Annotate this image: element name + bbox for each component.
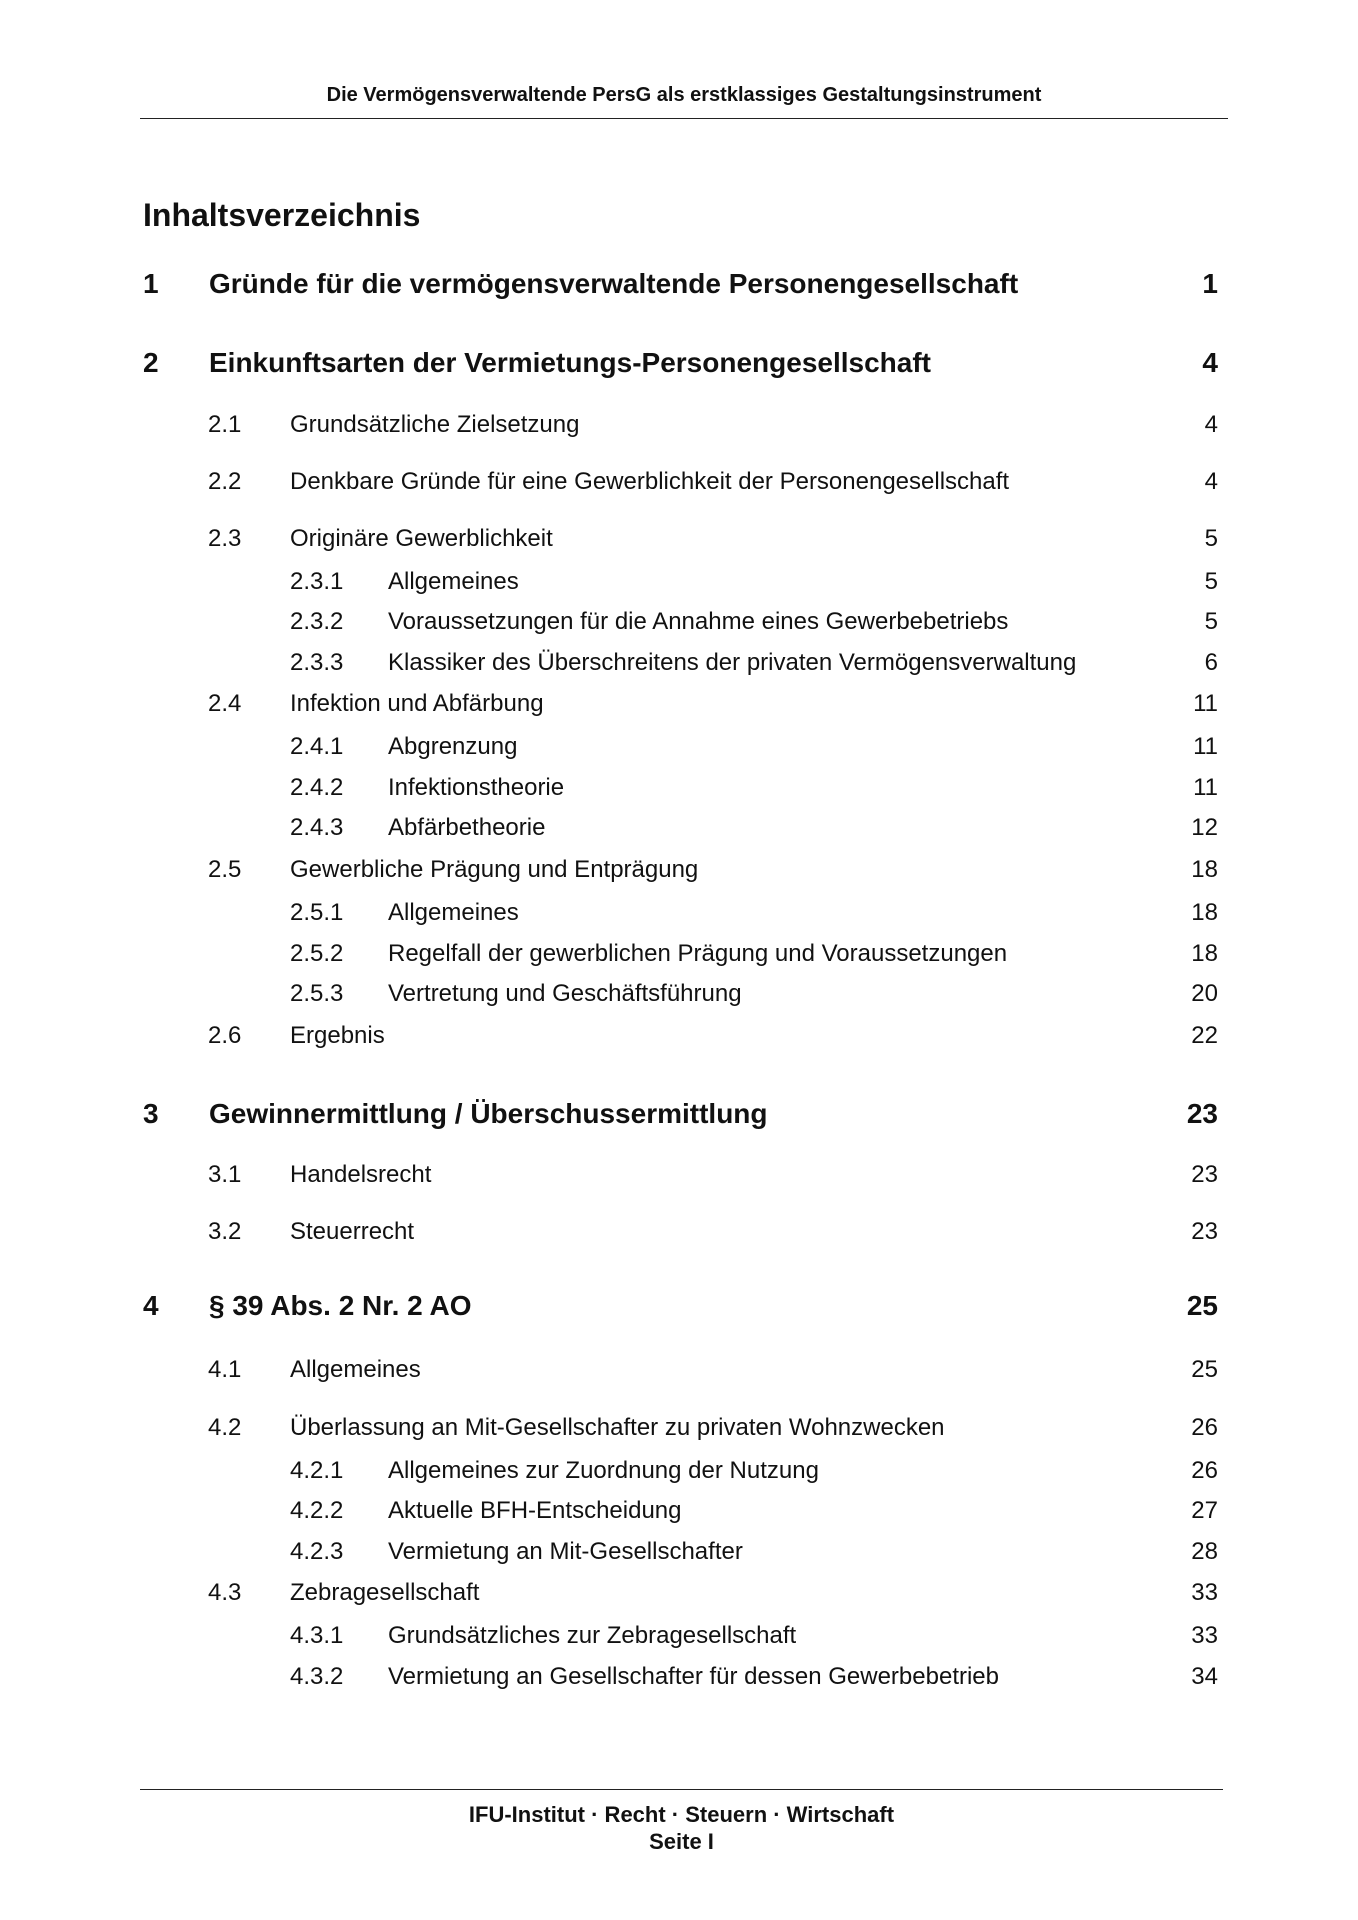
toc-entry [0,1659,1358,1695]
toc-entry-title: § 39 Abs. 2 Nr. 2 AO [209,1290,472,1321]
toc-entry-page: 34 [1191,1663,1218,1690]
toc-entry-number: 4.2.2 [290,1497,344,1524]
toc-entry-title: Vertretung und Geschäftsführung [388,980,742,1007]
toc-entry-page: 25 [1186,1290,1218,1321]
toc-entry-number: 4.3.2 [290,1663,344,1690]
toc-entry-title: Abgrenzung [388,733,518,760]
toc-entry [0,464,1358,500]
toc-entry [0,936,1358,972]
toc-entry-page: 23 [1191,1161,1218,1188]
toc-entry [0,604,1358,640]
toc-entry-page: 18 [1191,856,1218,883]
toc-entry-page: 33 [1191,1579,1218,1606]
toc-entry [0,810,1358,846]
toc-entry [0,521,1358,557]
toc-entry-page: 1 [1202,268,1218,299]
toc-entry-number: 2.5.2 [290,940,344,967]
toc-entry-title: Gewinnermittlung / Überschussermittlung [209,1098,768,1129]
toc-entry-page: 11 [1193,774,1218,801]
toc-entry-page: 23 [1191,1218,1218,1245]
toc-entry [0,1410,1358,1446]
toc-entry-number: 3.2 [208,1218,242,1245]
toc-entry-page: 18 [1191,899,1218,926]
toc-entry [0,266,1358,302]
toc-entry-number: 2.3.3 [290,649,344,676]
toc-entry-title: Grundsätzliche Zielsetzung [290,411,580,438]
toc-entry-page: 28 [1191,1538,1218,1565]
toc-entry-number: 2.5.1 [290,899,344,926]
toc-heading: Inhaltsverzeichnis [143,197,421,233]
toc-entry [0,1018,1358,1054]
toc-entry [0,1157,1358,1193]
toc-entry-number: 4.3 [208,1579,242,1606]
toc-entry-title: Steuerrecht [290,1218,415,1245]
toc-entry [0,770,1358,806]
toc-entry-title: Vermietung an Gesellschafter für dessen Gewerbebetrieb [388,1663,1000,1690]
toc-entry-page: 25 [1191,1356,1218,1383]
toc-entry [0,645,1358,681]
toc-entry [0,1534,1358,1570]
toc-entry-title: Ergebnis [290,1022,385,1049]
toc-entry-title: Handelsrecht [290,1161,432,1188]
toc-entry-page: 11 [1193,733,1218,760]
toc-entry-title: Abfärbetheorie [388,814,546,841]
toc-entry-number: 2.1 [208,411,242,438]
toc-entry-number: 2.4.1 [290,733,344,760]
toc-entry-page: 4 [1204,468,1218,495]
toc-entry-number: 4.3.1 [290,1622,344,1649]
toc-entry-number: 2.3.2 [290,608,344,635]
toc-entry-number: 2.4.2 [290,774,344,801]
toc-entry-title: Originäre Gewerblichkeit [290,525,553,552]
toc-entry-page: 27 [1191,1497,1218,1524]
toc-entry-title: Allgemeines [388,899,519,926]
toc-entry-number: 2.5 [208,856,242,883]
toc-entry-page: 18 [1191,940,1218,967]
toc-entry-page: 4 [1202,347,1218,378]
toc-entry-number: 4.2.3 [290,1538,344,1565]
toc-entry [0,1096,1358,1132]
toc-entry-title: Grundsätzliches zur Zebragesellschaft [388,1622,797,1649]
toc-entry-page: 26 [1191,1457,1218,1484]
toc-entry-title: Klassiker des Überschreitens der privaten Vermögensverwaltung [388,649,1077,676]
toc-entry-title: Allgemeines [388,568,519,595]
toc-entry-title: Voraussetzungen für die Annahme eines Gewerbebetriebs [388,608,1009,635]
toc-entry-title: Gründe für die vermögensverwaltende Personengesellschaft [209,268,1019,299]
toc-entry [0,1493,1358,1529]
toc-entry-page: 33 [1191,1622,1218,1649]
toc-entry-page: 4 [1204,411,1218,438]
toc-entry-page: 26 [1191,1414,1218,1441]
toc-entry-number: 3.1 [208,1161,242,1188]
toc-entry [0,686,1358,722]
toc-entry-number: 4.1 [208,1356,242,1383]
toc-entry-number: 2.3.1 [290,568,344,595]
toc-entry-number: 3 [143,1098,159,1129]
toc-entry-page: 5 [1204,568,1218,595]
toc-entry-title: Allgemeines [290,1356,421,1383]
toc-entry-title: Zebragesellschaft [290,1579,480,1606]
toc-entry-number: 1 [143,268,159,299]
toc-entry-page: 5 [1204,525,1218,552]
toc-entry-title: Allgemeines zur Zuordnung der Nutzung [388,1457,819,1484]
toc-entry-title: Regelfall der gewerblichen Prägung und Voraussetzungen [388,940,1008,967]
toc-entry [0,852,1358,888]
toc-entry [0,1352,1358,1388]
toc-entry-number: 2.4 [208,690,242,717]
toc-entry [0,976,1358,1012]
toc-entry-page: 22 [1191,1022,1218,1049]
toc-entry-number: 2 [143,347,159,378]
toc-entry-title: Infektion und Abfärbung [290,690,544,717]
toc-entry [0,407,1358,443]
toc-entry [0,1453,1358,1489]
toc-entry-number: 2.5.3 [290,980,344,1007]
toc-entry-number: 2.6 [208,1022,242,1049]
toc-entry [0,895,1358,931]
footer-page-number: Seite I [649,1829,714,1854]
toc-entry-title: Infektionstheorie [388,774,565,801]
toc-entry [0,1575,1358,1611]
toc-entry-page: 5 [1204,608,1218,635]
toc-entry-title: Einkunftsarten der Vermietungs-Personengesellschaft [209,347,931,378]
toc-entry-page: 23 [1186,1098,1218,1129]
toc-entry [0,564,1358,600]
running-header: Die Vermögensverwaltende PersG als erstklassiges Gestaltungsinstrument [140,82,1228,119]
footer-divider [140,1789,1223,1790]
toc-entry-number: 2.4.3 [290,814,344,841]
toc-entry-page: 6 [1204,649,1218,676]
toc-entry-page: 12 [1191,814,1218,841]
toc-entry-number: 2.2 [208,468,242,495]
toc-entry-title: Vermietung an Mit-Gesellschafter [388,1538,743,1565]
toc-entry [0,1214,1358,1250]
toc-entry [0,1618,1358,1654]
toc-entry-title: Aktuelle BFH-Entscheidung [388,1497,682,1524]
toc-entry-title: Gewerbliche Prägung und Entprägung [290,856,699,883]
toc-entry-title: Überlassung an Mit-Gesellschafter zu privaten Wohnzwecken [290,1414,945,1441]
toc-entry-number: 4.2 [208,1414,242,1441]
toc-entry-page: 20 [1191,980,1218,1007]
toc-entry-page: 11 [1193,690,1218,717]
toc-entry-number: 2.3 [208,525,242,552]
toc-entry [0,1288,1358,1324]
footer-institute: IFU-Institut · Recht · Steuern · Wirtschaft [468,1802,895,1827]
toc-entry-title: Denkbare Gründe für eine Gewerblichkeit der Personengesellschaft [290,468,1010,495]
toc-entry-number: 4.2.1 [290,1457,344,1484]
toc-entry-number: 4 [143,1290,159,1321]
toc-entry [0,729,1358,765]
toc-entry [0,345,1358,381]
